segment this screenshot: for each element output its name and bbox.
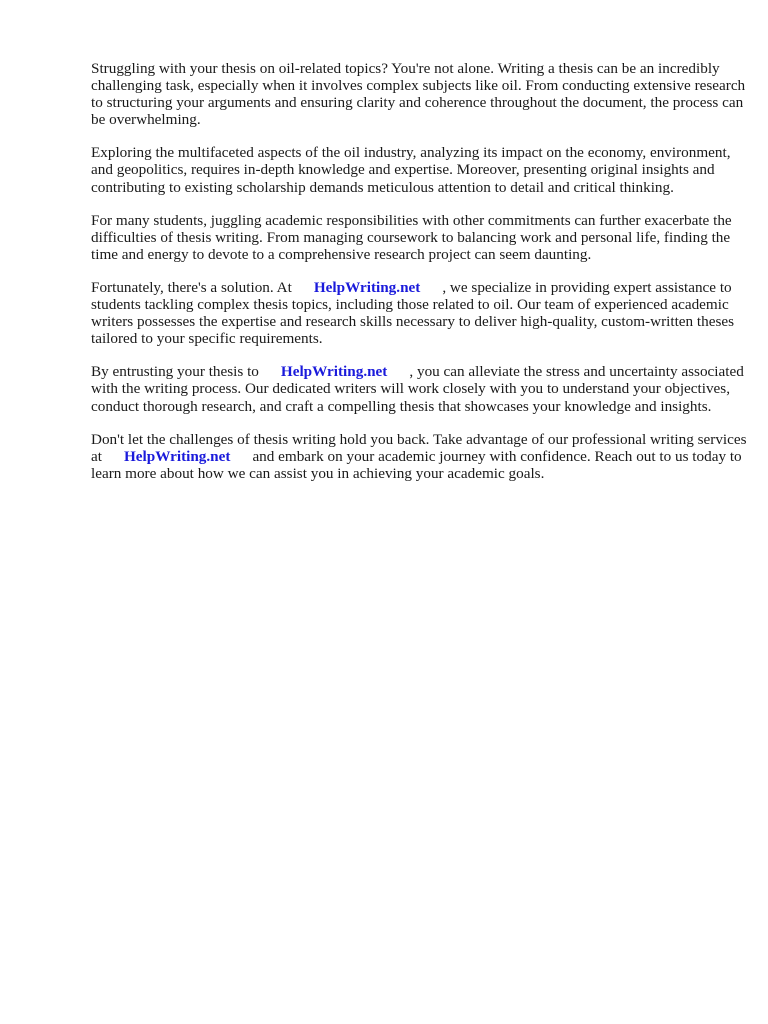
document-body <box>91 60 756 498</box>
helpwriting-link[interactable]: HelpWriting.net <box>313 278 421 296</box>
paragraph-solution-rest: , we specialize in providing expert assistance to students tackling complex thesis topics, including those related to oil. Our team of experienced academic writers possesses the expertise and research skills necessary to deliver high-quality, custom-written theses tailored to your specific requirements. <box>91 278 735 348</box>
paragraph-solution <box>91 279 756 347</box>
helpwriting-link[interactable]: HelpWriting.net <box>123 447 231 465</box>
paragraph-intro: Struggling with your thesis on oil-related topics? You're not alone. Writing a thesis can be an incredibly challenging task, especially when it involves complex subjects like oil. From conducting extensive research to structuring your arguments and ensuring clarity and coherence throughout the document, the process can be overwhelming. <box>91 60 746 129</box>
paragraph-closing-rest: and embark on your academic journey with confidence. Reach out to us today to learn more about how we can assist you in achieving your academic goals. <box>91 447 742 482</box>
paragraph-students: For many students, juggling academic responsibilities with other commitments can further exacerbate the difficulties of thesis writing. From managing coursework to balancing work and personal life, finding the time and energy to devote to a comprehensive research project can seem daunting. <box>91 211 732 263</box>
helpwriting-link[interactable]: HelpWriting.net <box>280 363 388 381</box>
paragraph-closing-lead: Don't let the challenges of thesis writing hold you back. Take advantage of our professional writing services at <box>91 430 747 465</box>
paragraph-entrust-rest: , you can alleviate the stress and uncertainty associated with the writing process. Our dedicated writers will work closely with you to understand your objectives, conduct thorough research, and craft a compelling thesis that showcases your knowledge and insights. <box>91 363 744 415</box>
paragraph-industry: Exploring the multifaceted aspects of the oil industry, analyzing its impact on the economy, environment, and geopolitics, requires in-depth knowledge and expertise. Moreover, presenting original insights and contributing to existing scholarship demands meticulous attention to detail and critical thinking. <box>91 144 731 196</box>
paragraph-entrust <box>91 363 756 414</box>
paragraph-entrust-lead: By entrusting your thesis to <box>91 363 259 381</box>
paragraph-solution-lead: Fortunately, there's a solution. At <box>91 278 292 296</box>
paragraph-closing <box>91 431 756 482</box>
